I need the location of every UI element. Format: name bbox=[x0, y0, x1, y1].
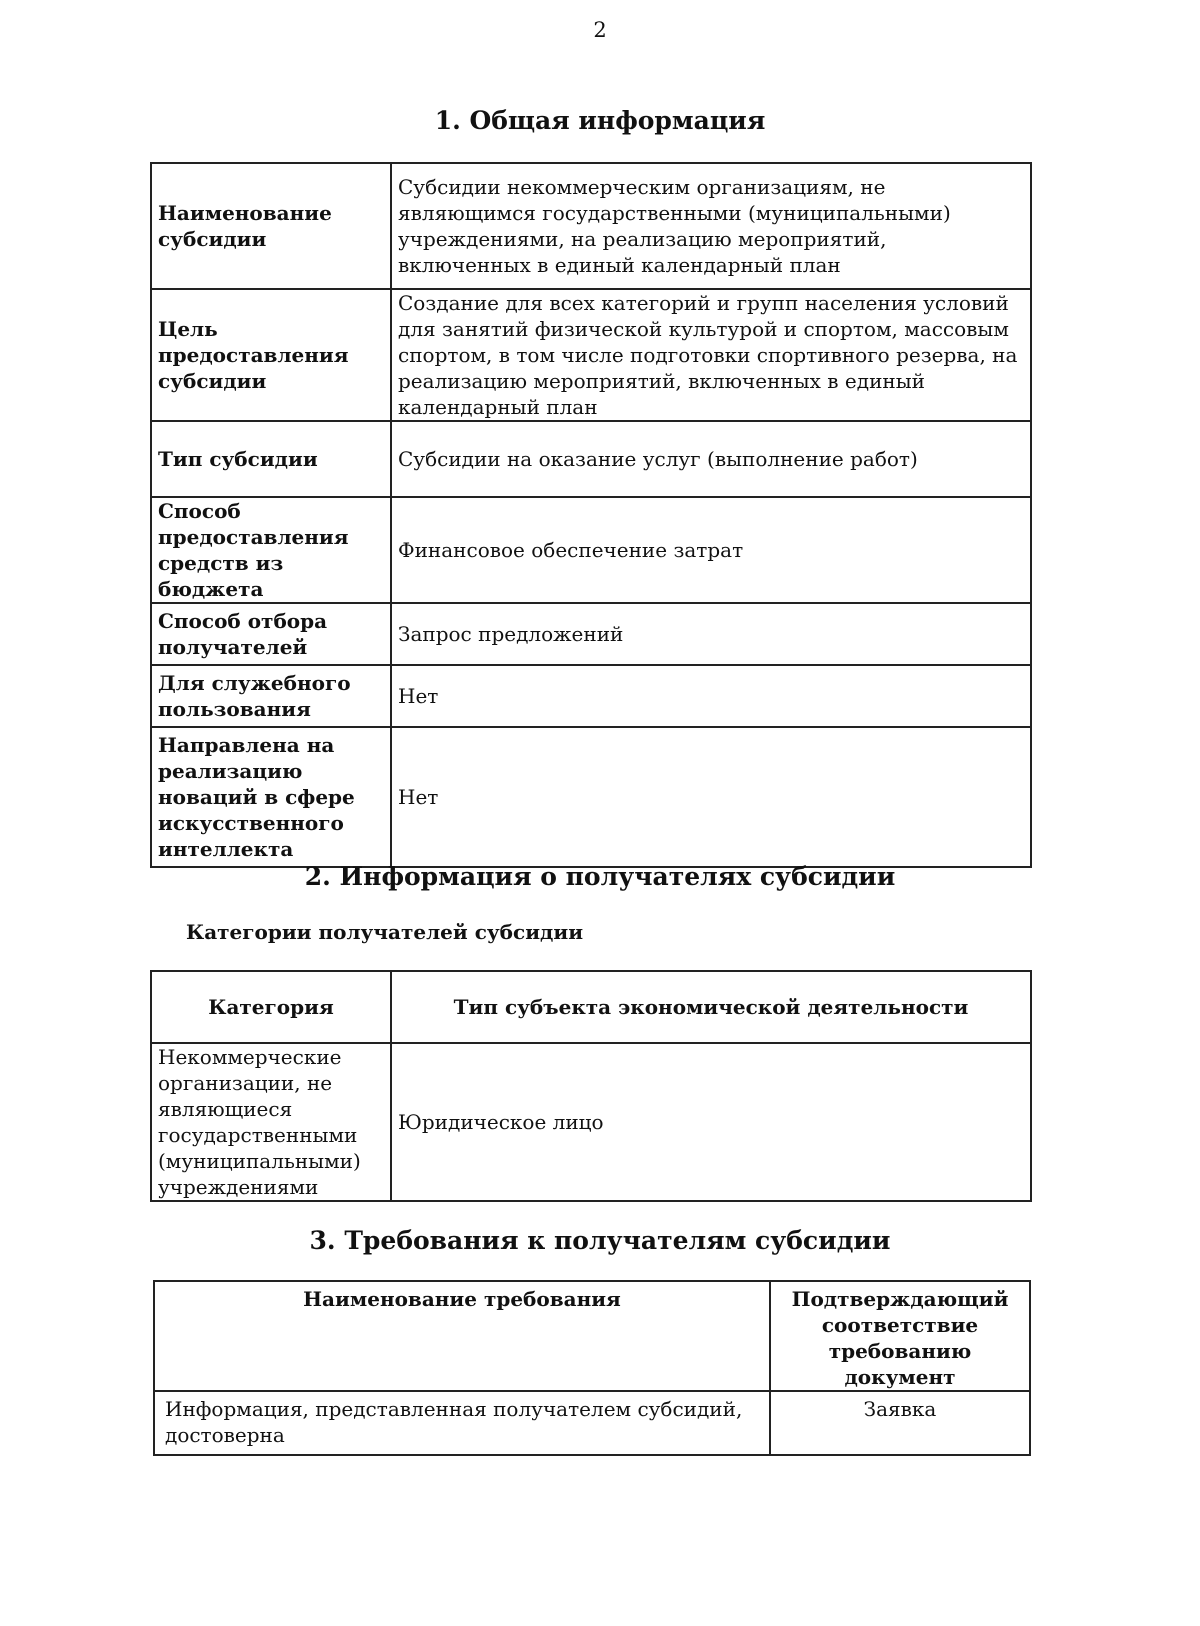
table-header-row bbox=[151, 971, 1031, 1043]
section-1-title: 1. Общая информация bbox=[434, 106, 766, 135]
table-row bbox=[154, 1391, 1030, 1455]
table-header-row bbox=[154, 1281, 1030, 1391]
table-row-subsidy-purpose bbox=[151, 289, 1031, 421]
row-label: Способ отбора получателей bbox=[151, 603, 391, 665]
column-header-document: Подтверждающий соответствие требованию документ bbox=[770, 1281, 1030, 1391]
row-label: Способ предоставления средств из бюджета bbox=[151, 497, 391, 603]
general-info-table bbox=[150, 162, 1032, 868]
table-row-subsidy-type bbox=[151, 421, 1031, 497]
table-row-selection-method bbox=[151, 603, 1031, 665]
row-label: Цель предоставления субсидии bbox=[151, 289, 391, 421]
page-number: 2 bbox=[593, 18, 607, 42]
column-header-category: Категория bbox=[151, 971, 391, 1043]
column-header-entity-type: Тип субъекта экономической деятельности bbox=[391, 971, 1031, 1043]
row-label: Направлена на реализацию новаций в сфере искусственного интеллекта bbox=[151, 727, 391, 867]
table-row bbox=[151, 1043, 1031, 1201]
row-value: Нет bbox=[391, 665, 1031, 727]
entity-type-cell: Юридическое лицо bbox=[391, 1043, 1031, 1201]
row-value: Субсидии некоммерческим организациям, не являющимся государственными (муниципальными) учреждениями, на реализацию мероприятий, включенных в единый календарный план bbox=[391, 163, 1031, 289]
table-row-funding-method bbox=[151, 497, 1031, 603]
category-cell: Некоммерческие организации, не являющиеся государственными (муниципальными) учреждениями bbox=[151, 1043, 391, 1201]
recipient-requirements-table bbox=[153, 1280, 1031, 1456]
requirement-cell: Информация, представленная получателем субсидий, достоверна bbox=[154, 1391, 770, 1455]
row-label: Тип субсидии bbox=[151, 421, 391, 497]
row-value: Финансовое обеспечение затрат bbox=[391, 497, 1031, 603]
table-row-official-use bbox=[151, 665, 1031, 727]
document-cell: Заявка bbox=[770, 1391, 1030, 1455]
table-row-subsidy-name bbox=[151, 163, 1031, 289]
section-3-title: 3. Требования к получателям субсидии bbox=[309, 1226, 891, 1255]
column-header-requirement: Наименование требования bbox=[154, 1281, 770, 1391]
row-label: Наименование субсидии bbox=[151, 163, 391, 289]
row-value: Субсидии на оказание услуг (выполнение работ) bbox=[391, 421, 1031, 497]
row-value: Нет bbox=[391, 727, 1031, 867]
row-value: Создание для всех категорий и групп населения условий для занятий физической культурой и спортом, массовым спортом, в том числе подготовки спортивного резерва, на реализацию мероприятий, включенных в единый календарный план bbox=[391, 289, 1031, 421]
table-row-ai-innovation bbox=[151, 727, 1031, 867]
row-label: Для служебного пользования bbox=[151, 665, 391, 727]
recipient-categories-table bbox=[150, 970, 1032, 1202]
row-value: Запрос предложений bbox=[391, 603, 1031, 665]
section-2-title: 2. Информация о получателях субсидии bbox=[304, 862, 896, 891]
recipient-categories-subheading: Категории получателей субсидии bbox=[186, 920, 584, 944]
